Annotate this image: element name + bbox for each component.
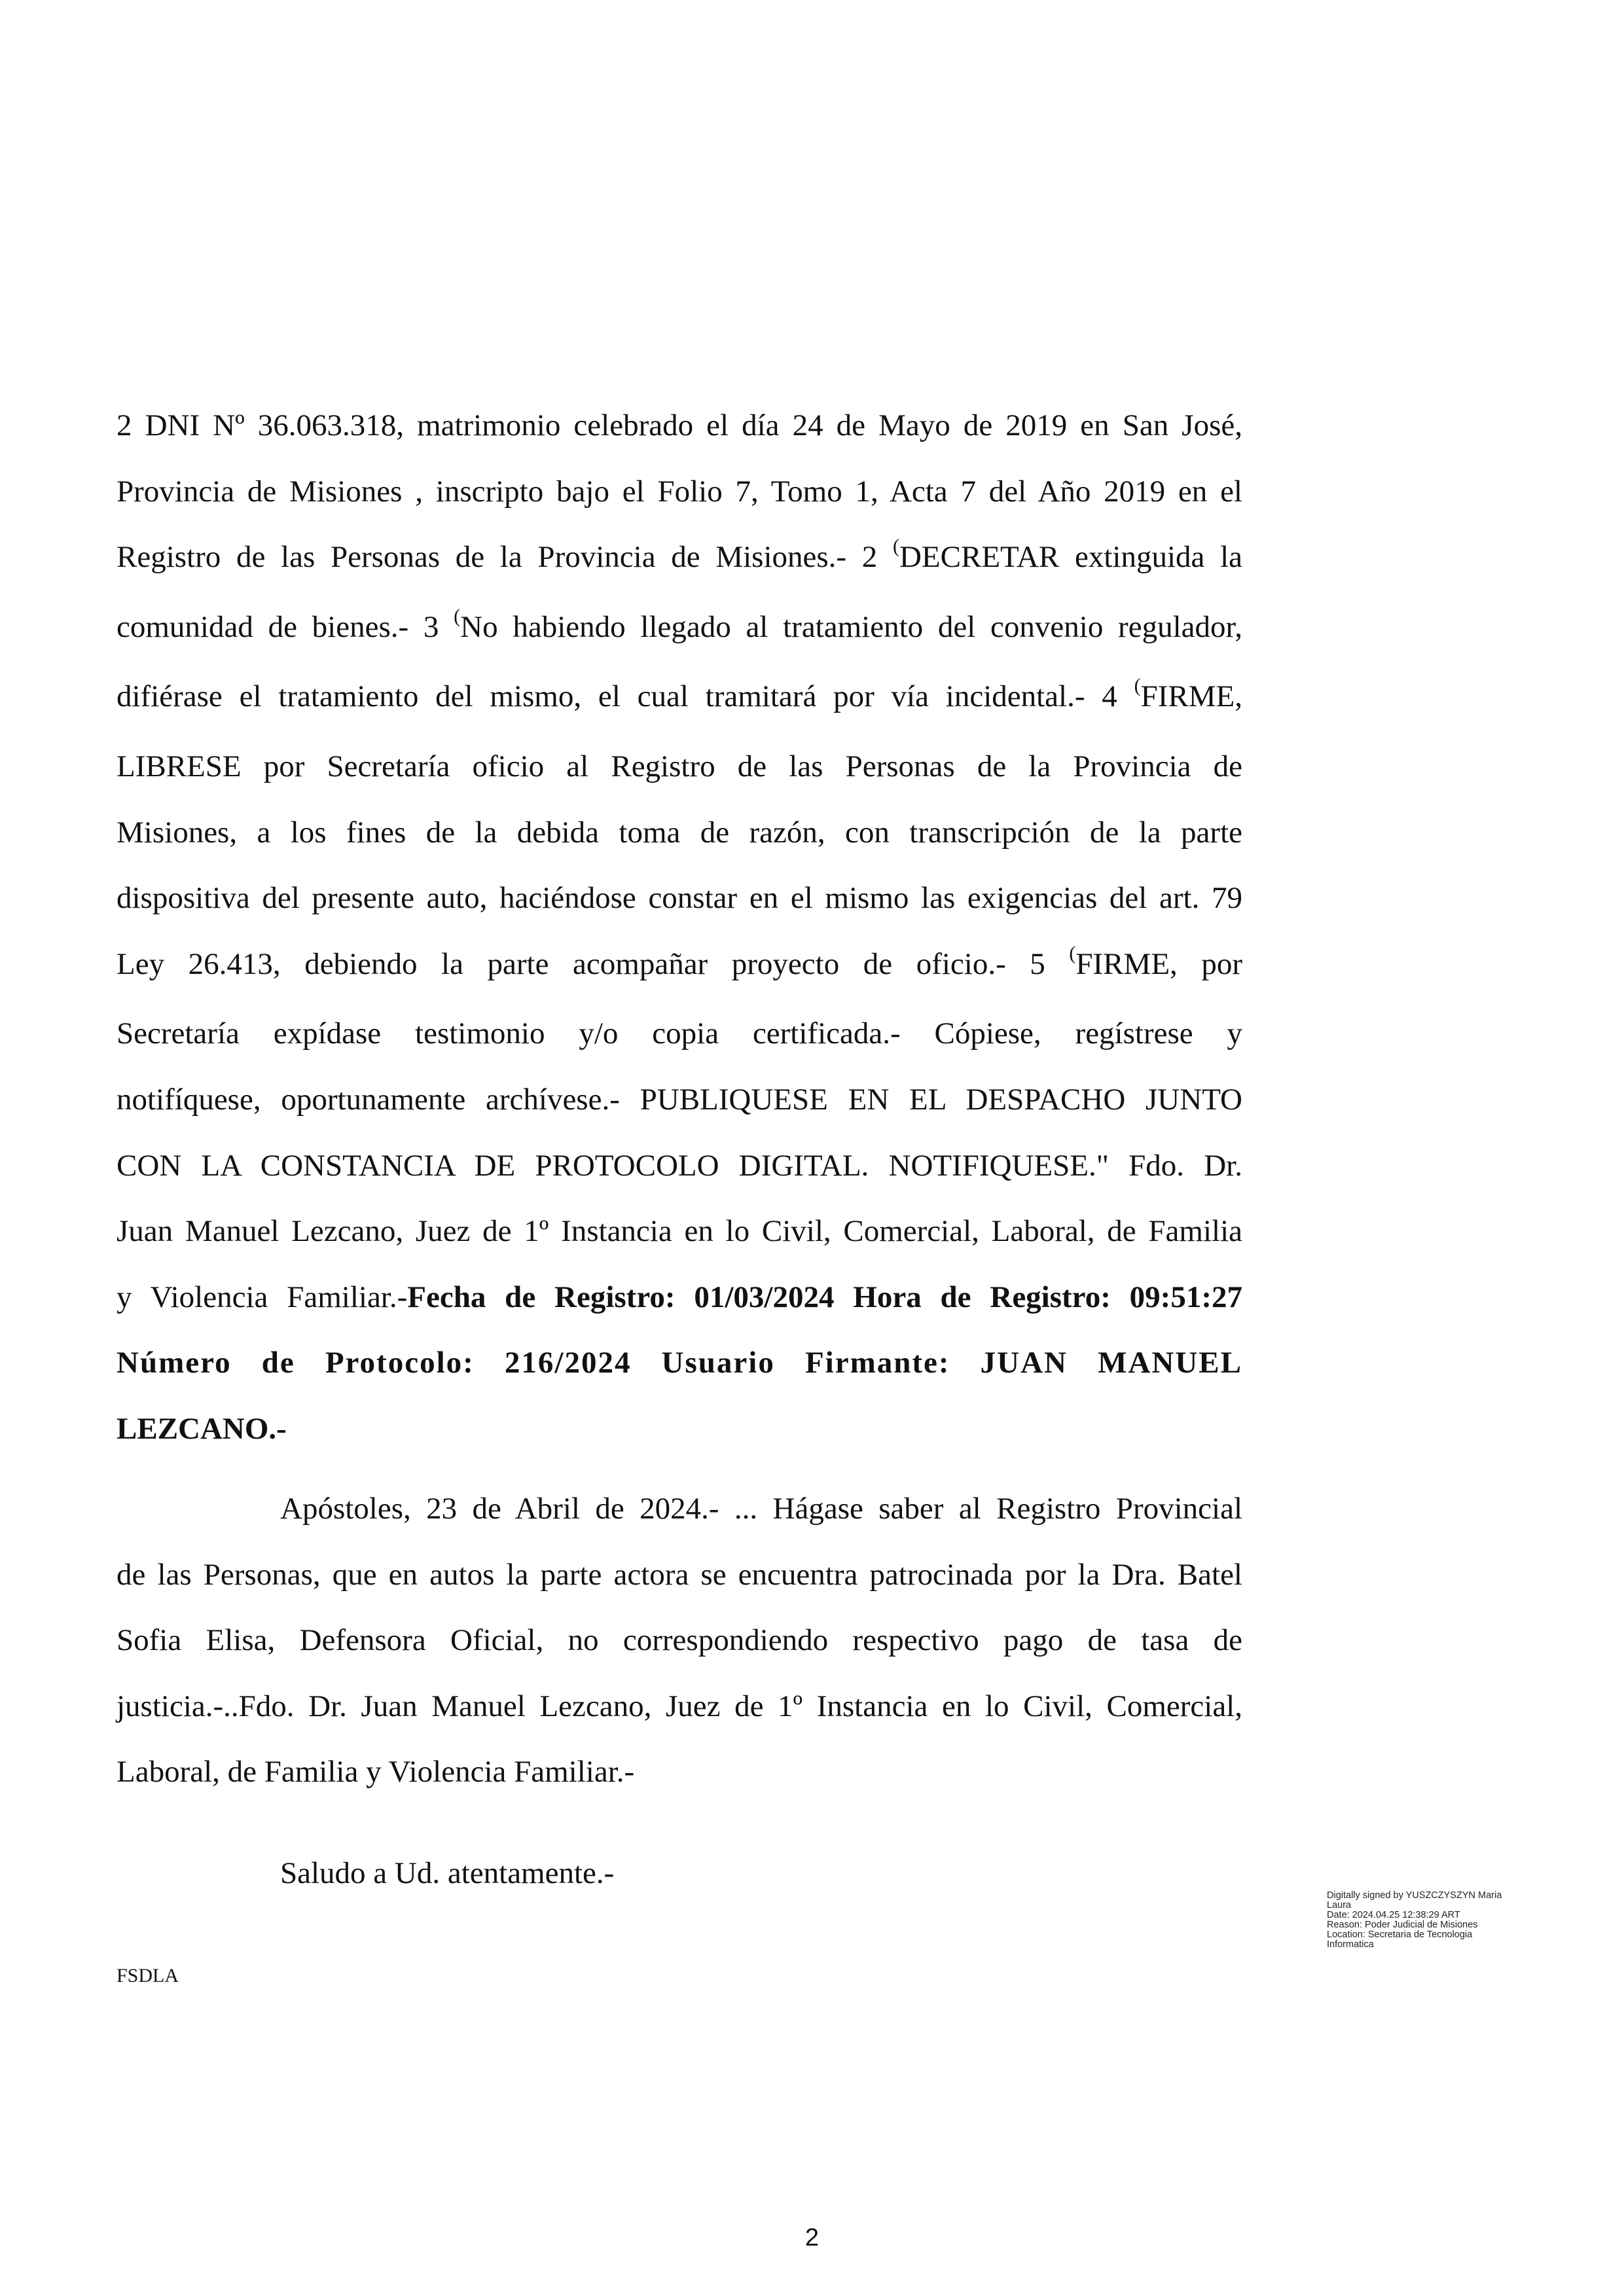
body-line: notifíquese, oportunamente archívese.- PUBLIQUESE EN EL DESPACHO JUNTO [117, 1082, 1242, 1117]
body-line: CON LA CONSTANCIA DE PROTOCOLO DIGITAL. NOTIFIQUESE." Fdo. Dr. [117, 1148, 1242, 1183]
closing-salutation: Saludo a Ud. atentamente.- [280, 1856, 615, 1890]
paren-mark: ( [892, 535, 899, 558]
body-line: Secretaría expídase testimonio y/o copia certificada.- Cópiese, regístrese y [117, 1016, 1242, 1051]
body-line: Registro de las Personas de la Provincia de Misiones.- 2 (DECRETAR extinguida la [117, 535, 1242, 575]
body-line: Juan Manuel Lezcano, Juez de 1º Instancia en lo Civil, Comercial, Laboral, de Familia [117, 1214, 1242, 1249]
body-line: dispositiva del presente auto, haciéndose constar en el mismo las exigencias del art. 79 [117, 881, 1242, 916]
page-number: 2 [804, 2224, 820, 2251]
paren-mark: ( [1069, 942, 1076, 964]
digital-signature-stamp [1327, 1891, 1543, 1950]
signature-line: Date: 2024.04.25 12:38:29 ART [1327, 1910, 1460, 1920]
body-line: Sofia Elisa, Defensora Oficial, no correspondiendo respectivo pago de tasa de [117, 1623, 1242, 1658]
body-line: Provincia de Misiones , inscripto bajo el Folio 7, Tomo 1, Acta 7 del Año 2019 en el [117, 474, 1242, 509]
body-line: Laboral, de Familia y Violencia Familiar.- [117, 1755, 635, 1789]
signature-line: Location: Secretaria de Tecnologia [1327, 1929, 1473, 1940]
body-line: de las Personas, que en autos la parte actora se encuentra patrocinada por la Dra. Batel [117, 1557, 1242, 1592]
protocol-line: Número de Protocolo: 216/2024 Usuario Firmante: JUAN MANUEL [117, 1346, 1242, 1380]
body-line: Apóstoles, 23 de Abril de 2024.- ... Hágase saber al Registro Provincial [280, 1492, 1242, 1526]
signature-line: Digitally signed by YUSZCZYSZYN Maria [1327, 1890, 1502, 1901]
signature-line: Reason: Poder Judicial de Misiones [1327, 1920, 1478, 1930]
signature-line: Laura [1327, 1900, 1352, 1910]
author-initials: FSDLA [117, 1965, 179, 1986]
body-line: Ley 26.413, debiendo la parte acompañar proyecto de oficio.- 5 (FIRME, por [117, 942, 1243, 981]
paren-mark: ( [454, 605, 461, 627]
paren-mark: ( [1134, 675, 1141, 697]
body-line: y Violencia Familiar.-Fecha de Registro: 01/03/2024 Hora de Registro: 09:51:27 [117, 1280, 1242, 1314]
signer-surname: LEZCANO.- [117, 1411, 287, 1446]
body-line: Misiones, a los fines de la debida toma de razón, con transcripción de la parte [117, 815, 1242, 850]
signature-line: Informatica [1327, 1939, 1374, 1950]
registry-date-label: Fecha de Registro: 01/03/2024 Hora de Registro: 09:51:27 [407, 1280, 1242, 1314]
body-line: 2 DNI Nº 36.063.318, matrimonio celebrado el día 24 de Mayo de 2019 en San José, [117, 408, 1242, 442]
body-line: LIBRESE por Secretaría oficio al Registro de las Personas de la Provincia de [117, 749, 1242, 783]
body-line: difiérase el tratamiento del mismo, el cual tramitará por vía incidental.- 4 (FIRME, [117, 675, 1242, 714]
resolution-paragraph [117, 393, 1242, 1462]
body-line: justicia.-..Fdo. Dr. Juan Manuel Lezcano, Juez de 1º Instancia en lo Civil, Comercial, [117, 1689, 1242, 1723]
notice-paragraph [117, 1476, 1242, 1805]
body-line: comunidad de bienes.- 3 (No habiendo llegado al tratamiento del convenio regulador, [117, 605, 1243, 644]
